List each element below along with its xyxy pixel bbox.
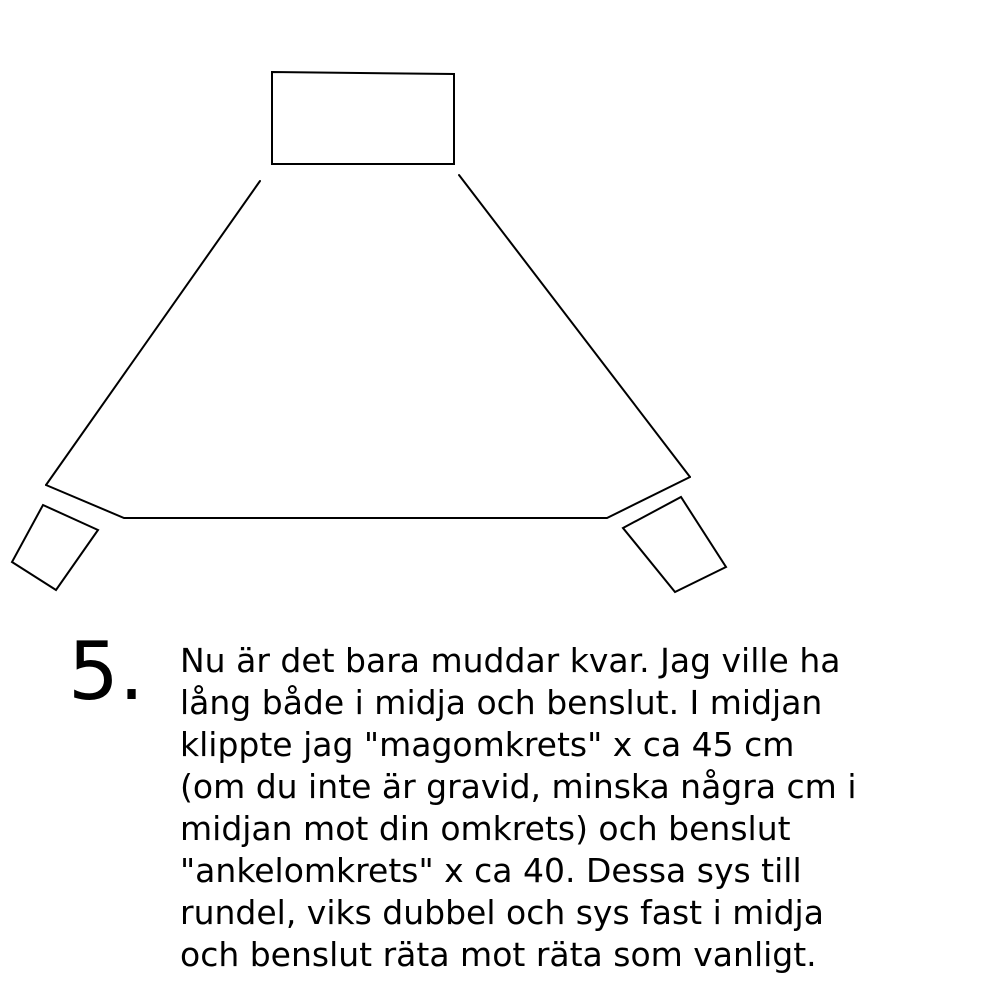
left-cuff-piece (12, 505, 98, 590)
body-right-edge (459, 175, 690, 477)
body-left-edge (46, 181, 260, 485)
body-bottom-edge (46, 477, 690, 518)
right-cuff-piece (623, 497, 726, 592)
instruction-line: (om du inte är gravid, minska några cm i (180, 767, 857, 806)
waistband-piece (272, 72, 454, 164)
instruction-line: lång både i midja och benslut. I midjan (180, 683, 823, 722)
instruction-line: midjan mot din omkrets) och benslut (180, 809, 791, 848)
instruction-text (180, 640, 980, 976)
instruction-line: klippte jag "magomkrets" x ca 45 cm (180, 725, 795, 764)
step-number: 5. (68, 625, 145, 718)
instruction-line: och benslut räta mot räta som vanligt. (180, 935, 817, 974)
instruction-line: Nu är det bara muddar kvar. Jag ville ha (180, 641, 841, 680)
instruction-line: "ankelomkrets" x ca 40. Dessa sys till (180, 851, 802, 890)
instruction-line: rundel, viks dubbel och sys fast i midja (180, 893, 824, 932)
